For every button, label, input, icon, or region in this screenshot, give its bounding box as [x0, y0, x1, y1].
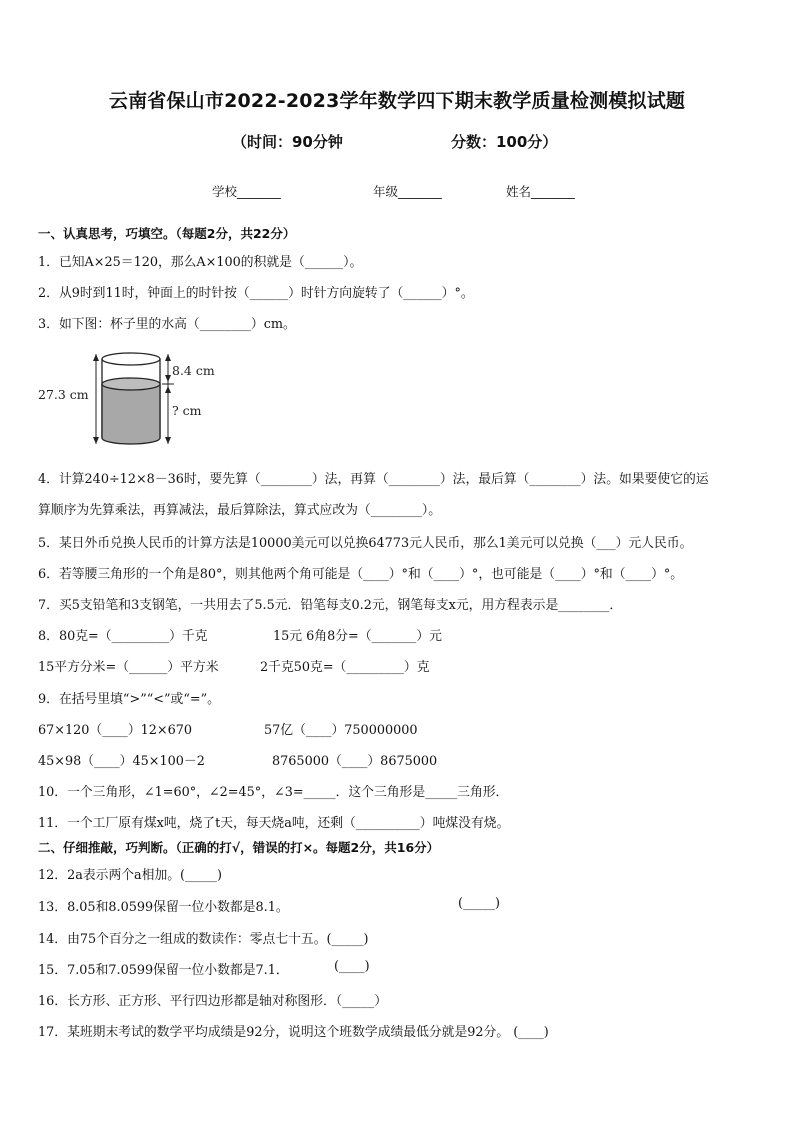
question-11: 11．一个工厂原有煤x吨，烧了t天，每天烧a吨，还剩（__________）吨煤没有烧。 [38, 816, 510, 831]
question-2: 2．从9时到11时，钟面上的时针按（______）时针方向旋转了（______）°。 [38, 286, 474, 301]
question-9: 9．在括号里填“>”“<”或“=”。 [38, 692, 220, 707]
question-4-line-2: 算顺序为先算乘法，再算减法，最后算除法，算式应改为（________）。 [38, 503, 442, 518]
section-1-heading: 一、认真思考，巧填空。（每题2分，共22分） [38, 226, 296, 241]
question-16: 16．长方形、正方形、平行四边形都是轴对称图形．（_____） [38, 994, 388, 1009]
question-7: 7．买5支铅笔和3支钢笔，一共用去了5.5元．铅笔每支0.2元，钢笔每支x元，用方程表示是________． [38, 598, 623, 613]
cup-figure [36, 346, 236, 452]
question-14: 14．由75个百分之一组成的数读作：零点七十五。(_____) [38, 932, 369, 947]
question-17: 17．某班期末考试的数学平均成绩是92分，说明这个班数学成绩最低分就是92分。 (____) [38, 1025, 549, 1040]
question-9b: 57亿（____）750000000 [264, 723, 418, 738]
question-1: 1．已知A×25＝120，那么A×100的积就是（______）。 [38, 255, 363, 270]
question-9c: 45×98（____）45×100－2 [38, 754, 205, 769]
water-height-label: ? cm [172, 403, 202, 418]
question-8a: 8．80克=（_________）千克 [38, 629, 208, 644]
question-12: 12．2a表示两个a相加。(_____) [38, 868, 223, 883]
exam-score: 分数：100分） [451, 133, 558, 151]
top-gap-label: 8.4 cm [172, 363, 215, 378]
section-2-heading: 二、仔细推敲，巧判断。（正确的打√，错误的打×。每题2分，共16分） [38, 840, 440, 855]
question-4-line-1: 4．计算240÷12×8－36时，要先算（________）法，再算（________）法，最后算（________）法。如果要使它的运 [38, 472, 709, 487]
question-9d: 8765000（____）8675000 [272, 754, 438, 769]
question-8c: 15平方分米=（______）平方米 [38, 660, 219, 675]
question-3: 3．如下图：杯子里的水高（________）cm。 [38, 317, 296, 332]
question-8b: 15元 6角8分=（_______）元 [273, 629, 442, 644]
name-field[interactable]: 姓名_______ [506, 184, 575, 199]
exam-time: （时间：90分钟 [232, 133, 343, 151]
question-6: 6．若等腰三角形的一个角是80°，则其他两个角可能是（____）°和（____）°，也可能是（____）°和（____）°。 [38, 567, 684, 582]
question-5: 5．某日外币兑换人民币的计算方法是10000美元可以兑换64773元人民币，那么1美元可以兑换（___）元人民币。 [38, 536, 693, 551]
school-field[interactable]: 学校_______ [212, 184, 281, 199]
total-height-label: 27.3 cm [38, 387, 89, 402]
question-15: 15．7.05和7.0599保留一位小数都是7.1． [38, 963, 289, 978]
question-9a: 67×120（____）12×670 [38, 723, 193, 738]
question-8d: 2千克50克=（_________）克 [260, 660, 430, 675]
question-10: 10．一个三角形，∠1=60°，∠2=45°，∠3=_____．这个三角形是_____三角形． [38, 785, 509, 800]
question-13-answer[interactable]: (_____) [458, 896, 500, 911]
page-title: 云南省保山市2022-2023学年数学四下期末教学质量检测模拟试题 [108, 90, 686, 112]
question-13: 13．8.05和8.0599保留一位小数都是8.1。 [38, 900, 289, 915]
grade-field[interactable]: 年级_______ [373, 184, 442, 199]
question-15-answer[interactable]: (____) [334, 959, 370, 974]
